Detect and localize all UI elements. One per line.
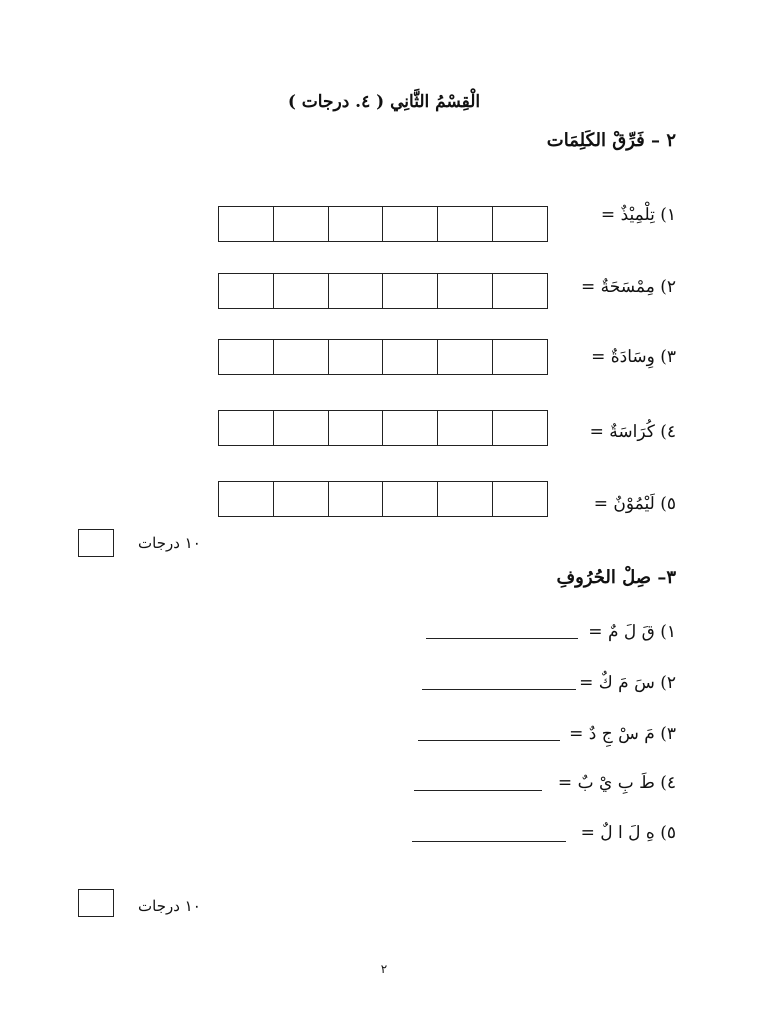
section3-item-3: ٣) مَ سْ جِ دٌ = [569, 724, 676, 744]
letter-cell[interactable] [437, 411, 492, 445]
page-number: ٢ [380, 962, 388, 976]
letter-cell[interactable] [492, 482, 547, 516]
score-box[interactable] [78, 529, 114, 557]
section3-item-1: ١) قَ لَ مٌ = [588, 622, 676, 642]
section2-title: ٢ – فَرِّقْ الكَلِمَات [546, 130, 676, 151]
letter-cell[interactable] [219, 274, 273, 308]
letter-cell[interactable] [437, 340, 492, 374]
section2-item-4: ٤) كُرَاسَةٌ = [589, 422, 676, 442]
letter-cell[interactable] [492, 411, 547, 445]
letter-cell[interactable] [328, 274, 383, 308]
letter-cell[interactable] [273, 482, 328, 516]
section2-item-2: ٢) مِمْسَحَةٌ = [580, 277, 676, 297]
answer-line[interactable] [418, 740, 560, 741]
letter-grid-4[interactable] [218, 410, 548, 446]
section3-item-5: ٥) هِ لَ ا لٌ = [580, 823, 676, 843]
letter-cell[interactable] [382, 411, 437, 445]
letter-cell[interactable] [492, 274, 547, 308]
letter-cell[interactable] [328, 482, 383, 516]
letter-cell[interactable] [219, 207, 273, 241]
letter-grid-2[interactable] [218, 273, 548, 309]
score-label: ١٠ درجات [138, 897, 201, 915]
answer-line[interactable] [414, 790, 542, 791]
letter-cell[interactable] [437, 482, 492, 516]
letter-cell[interactable] [219, 482, 273, 516]
section2-item-1: ١) تِلْمِيْذٌ = [600, 205, 676, 225]
letter-cell[interactable] [382, 207, 437, 241]
section2-item-5: ٥) لَيْمُوْنٌ = [593, 494, 676, 514]
letter-cell[interactable] [382, 482, 437, 516]
letter-grid-1[interactable] [218, 206, 548, 242]
answer-line[interactable] [412, 841, 566, 842]
letter-cell[interactable] [492, 207, 547, 241]
letter-cell[interactable] [219, 411, 273, 445]
answer-line[interactable] [426, 638, 578, 639]
letter-grid-3[interactable] [218, 339, 548, 375]
letter-cell[interactable] [328, 340, 383, 374]
letter-cell[interactable] [382, 340, 437, 374]
section3-item-2: ٢) سَ مَ كٌ = [579, 673, 676, 693]
score-box[interactable] [78, 889, 114, 917]
letter-cell[interactable] [219, 340, 273, 374]
letter-cell[interactable] [437, 207, 492, 241]
letter-cell[interactable] [328, 411, 383, 445]
letter-cell[interactable] [437, 274, 492, 308]
section2-item-3: ٣) وِسَادَةٌ = [591, 347, 676, 367]
letter-cell[interactable] [273, 340, 328, 374]
letter-cell[interactable] [273, 411, 328, 445]
letter-grid-5[interactable] [218, 481, 548, 517]
section3-title: ٣– صِلْ الحُرُوفِ [556, 567, 676, 588]
answer-line[interactable] [422, 689, 576, 690]
letter-cell[interactable] [382, 274, 437, 308]
letter-cell[interactable] [492, 340, 547, 374]
page-header: الْقِسْمُ الثَّانِي ( ٤. درجات ) [287, 92, 481, 112]
letter-cell[interactable] [328, 207, 383, 241]
section3-item-4: ٤) طَ بِ يْ بٌ = [557, 773, 676, 793]
letter-cell[interactable] [273, 207, 328, 241]
letter-cell[interactable] [273, 274, 328, 308]
score-label: ١٠ درجات [138, 534, 201, 552]
